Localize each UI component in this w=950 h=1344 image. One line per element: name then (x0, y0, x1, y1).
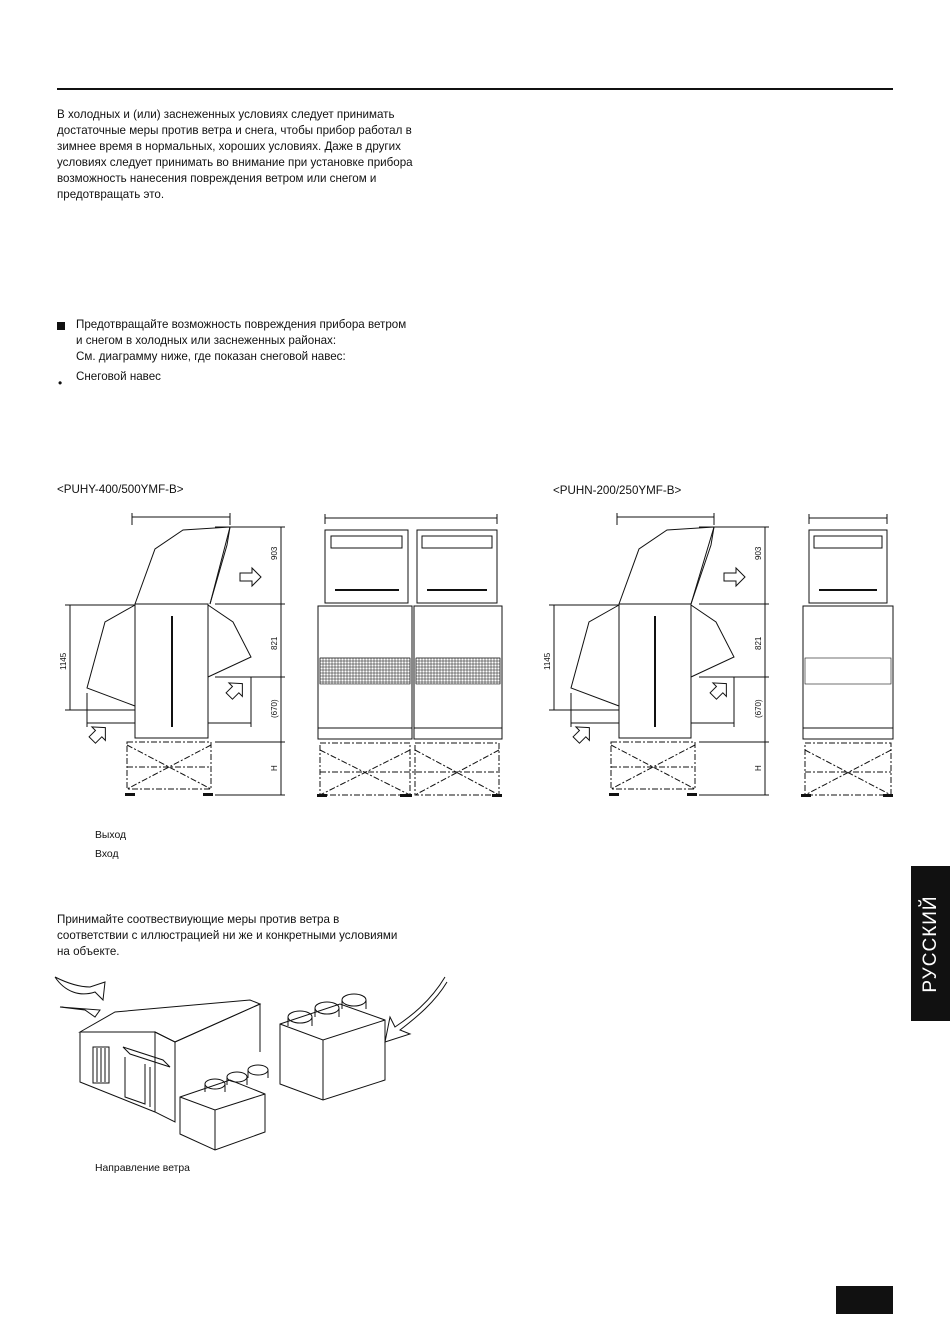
wind-illustration (55, 972, 455, 1152)
dim-total-right: 1145 (543, 652, 552, 670)
bullet-paragraph (76, 317, 406, 365)
intro-line: зимнее время в нормальных, хороших условиях. Даже в других (57, 140, 401, 153)
model-label-right: <PUHN-200/250YMF-B> (553, 484, 682, 497)
dim-top: 903 (270, 546, 279, 560)
intro-line: предотвращать это. (57, 188, 165, 201)
right-front-view-drawing (797, 510, 897, 805)
header-rule (57, 88, 893, 90)
legend-outlet: Выход (95, 830, 127, 841)
left-side-view-drawing (55, 505, 295, 805)
wind-arrow-right-icon (385, 977, 447, 1042)
wind-line: Принимайте соотвествиующие меры против ветра в (57, 913, 340, 926)
bullet-line: и снегом в холодных или заснеженных районах: (76, 334, 337, 347)
dot-bullet-icon: • (58, 376, 63, 390)
dim-middle-right: 821 (754, 636, 763, 650)
bullet-line: См. диаграмму ниже, где показан снеговой навес: (76, 350, 346, 363)
language-side-tab (911, 866, 950, 1021)
wind-line: на объекте. (57, 945, 120, 958)
dim-middle: 821 (270, 636, 279, 650)
dim-stand: H (270, 765, 279, 771)
dim-lower-right: (670) (754, 699, 763, 718)
wind-paragraph (57, 912, 397, 960)
wind-line: соответствии с иллюстрацией ни же и конкретными условиями (57, 929, 398, 942)
intro-line: возможность нанесения повреждения ветром или снегом и (57, 172, 377, 185)
intro-line: условиях следует принимать во внимание при установке прибора (57, 156, 413, 169)
wind-caption: Направление ветра (95, 1163, 190, 1174)
dim-top-right: 903 (754, 546, 763, 560)
intro-paragraph (57, 107, 413, 203)
large-units-group (280, 994, 385, 1100)
page-number-box (836, 1286, 893, 1314)
small-units-group (180, 1065, 268, 1150)
snow-hood-item: Снеговой навес (76, 370, 161, 383)
model-label-left: <PUHY-400/500YMF-B> (57, 483, 184, 496)
legend-inlet: Вход (95, 849, 119, 860)
right-side-view-drawing (541, 505, 781, 805)
left-front-view-drawing (315, 510, 505, 805)
language-tab-label: РУССКИЙ (919, 894, 941, 993)
wind-arrow-left-icon (55, 977, 105, 1000)
dim-total: 1145 (59, 652, 68, 670)
intro-line: В холодных и (или) заснеженных условиях следует принимать (57, 108, 395, 121)
intro-line: достаточные меры против ветра и снега, чтобы прибор работал в (57, 124, 412, 137)
bullet-line: Предотвращайте возможность повреждения прибора ветром (76, 318, 407, 331)
square-bullet-icon (57, 322, 65, 330)
dim-lower: (670) (270, 699, 279, 718)
dim-stand-right: H (754, 765, 763, 771)
